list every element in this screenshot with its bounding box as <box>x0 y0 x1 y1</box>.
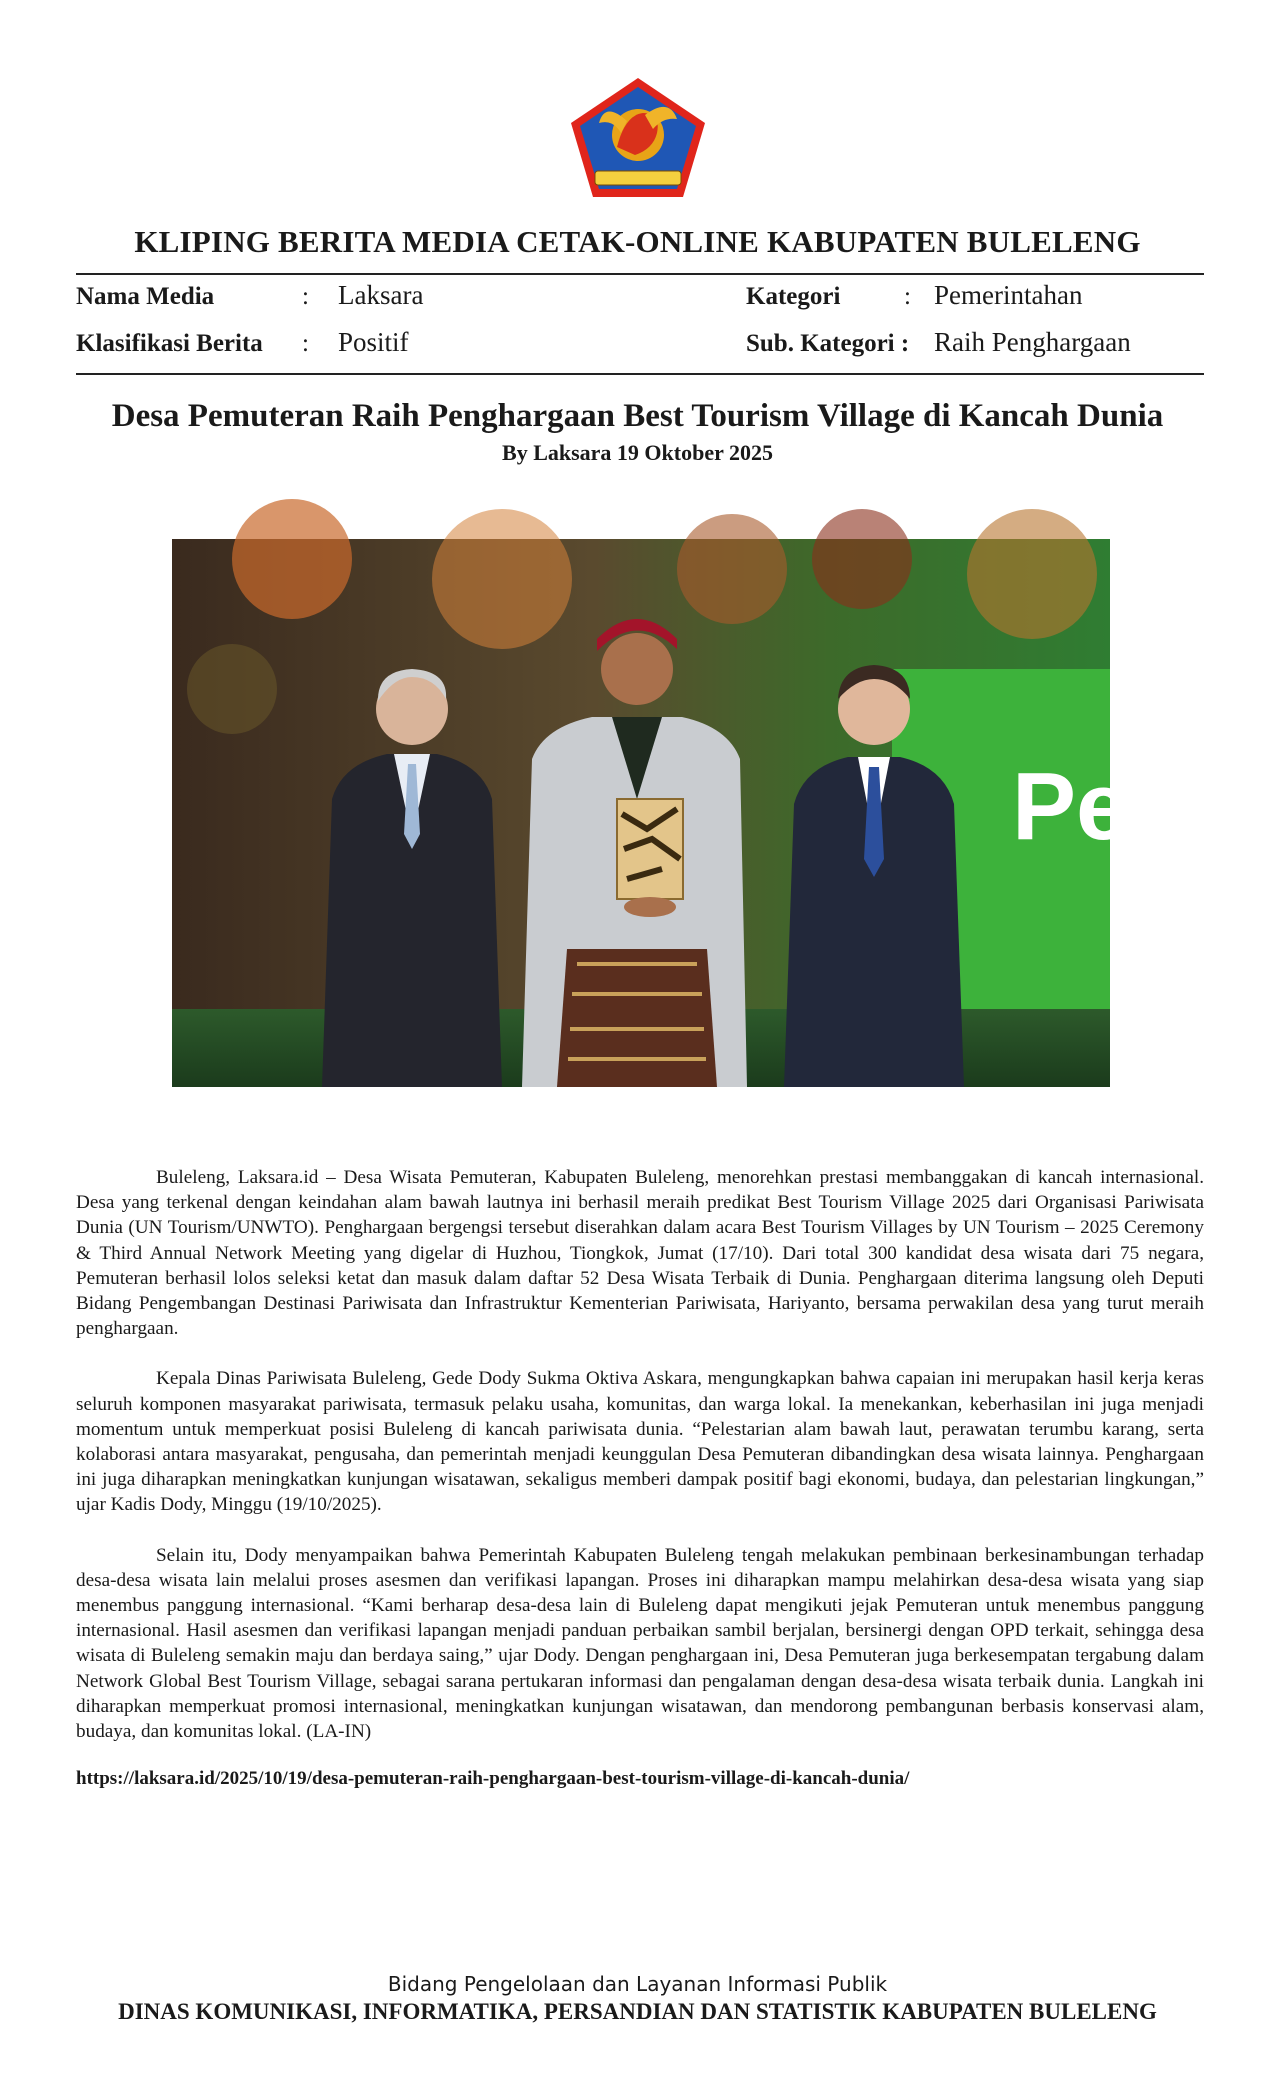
article-body <box>76 1165 1204 1769</box>
award-ceremony-photo <box>172 539 1130 1087</box>
screen-text: Pe <box>1012 753 1130 860</box>
header-title: KLIPING BERITA MEDIA CETAK-ONLINE KABUPATEN BULELENG <box>134 224 1141 259</box>
klasifikasi-colon: : <box>302 330 309 357</box>
source-url-link[interactable]: https://laksara.id/2025/10/19/desa-pemuteran-raih-penghargaan-best-tourism-village-di-kancah-dunia/ <box>76 1768 910 1789</box>
kategori-label: Kategori <box>746 283 841 310</box>
nama-media-label: Nama Media <box>76 283 215 310</box>
article-paragraph-3: Selain itu, Dody menyampaikan bahwa Pemerintah Kabupaten Buleleng tengah melakukan pembinaan berkesinambungan terhadap desa-desa wisata lain melalui proses asesmen dan verifikasi lapangan. Proses ini diharapkan mampu melahirkan desa-desa wisata yang siap menembus panggung internasional. “Kami berharap desa-desa lain di Buleleng dapat mengikuti jejak Pemuteran untuk menembus panggung internasional. Hasil asesmen dan verifikasi lapangan menjadi panduan perbaikan sambil berjalan, bersinergi dengan OPD terkait, sehingga desa wisata di Buleleng semakin maju dan berdaya saing,” ujar Dody. Dengan penghargaan ini, Desa Pemuteran juga berkesempatan tergabung dalam Network Global Best Tourism Village, sebagai sarana pertukaran informasi dan pengalaman dengan desa-desa wisata terbaik dunia. Langkah ini diharapkan memperkuat promosi internasional, meningkatkan kunjungan wisatawan, dan mendorong pembangunan berbasis konservasi alam, budaya, dan komunitas lokal. (LA-IN) <box>76 1544 1204 1743</box>
article-title: Desa Pemuteran Raih Penghargaan Best Tourism Village di Kancah Dunia <box>111 398 1164 434</box>
article-paragraph-1: Buleleng, Laksara.id – Desa Wisata Pemuteran, Kabupaten Buleleng, menorehkan prestasi membanggakan di kancah internasional. Desa yang terkenal dengan keindahan alam bawah lautnya ini berhasil meraih predikat Best Tourism Village 2025 dari Organisasi Pariwisata Dunia (UN Tourism/UNWTO). Penghargaan bergengsi tersebut diserahkan dalam acara Best Tourism Villages by UN Tourism – 2025 Ceremony & Third Annual Network Meeting yang digelar di Huzhou, Tiongkok, Jumat (17/10). Dari total 300 kandidat desa wisata dari 75 negara, Pemuteran berhasil lolos seleksi ketat dan masuk dalam daftar 52 Desa Wisata Terbaik di Dunia. Penghargaan diterima langsung oleh Deputi Bidang Pengembangan Destinasi Pariwisata dan Infrastruktur Kementerian Pariwisata, Hariyanto, bersama perwakilan desa yang turut meraih penghargaan. <box>76 1167 1204 1340</box>
meta-divider <box>76 373 1204 375</box>
footer-department: Bidang Pengelolaan dan Layanan Informasi Publik <box>387 1972 888 1996</box>
nama-media-value: Laksara <box>338 280 424 310</box>
article-paragraph-2: Kepala Dinas Pariwisata Buleleng, Gede Dody Sukma Oktiva Askara, mengungkapkan bahwa capaian ini merupakan hasil kerja keras seluruh komponen masyarakat pariwisata, termasuk pelaku usaha, komunitas, dan warga lokal. Ia menekankan, keberhasilan ini juga menjadi momentum untuk memperkuat posisi Buleleng di kancah pariwisata dunia. “Pelestarian alam bawah laut, perawatan terumbu karang, serta kolaborasi antara masyarakat, pengusaha, dan pemerintah menjadi keunggulan Desa Pemuteran dibandingkan desa wisata lainnya. Penghargaan ini juga diharapkan meningkatkan kunjungan wisatawan, sekaligus memberi dampak positif bagi ekonomi, budaya, dan pelestarian lingkungan,” ujar Kadis Dody, Minggu (19/10/2025). <box>76 1368 1204 1516</box>
regency-emblem-logo <box>565 75 711 200</box>
header-divider <box>76 273 1204 275</box>
klasifikasi-value: Positif <box>338 327 409 357</box>
emblem-icon <box>565 75 711 200</box>
klasifikasi-label: Klasifikasi Berita <box>76 330 263 357</box>
sub-kategori-label: Sub. Kategori : <box>746 330 910 357</box>
footer-agency: DINAS KOMUNIKASI, INFORMATIKA, PERSANDIAN DAN STATISTIK KABUPATEN BULELENG <box>118 1999 1157 2024</box>
kategori-colon: : <box>904 283 911 310</box>
kategori-value: Pemerintahan <box>934 280 1083 310</box>
sub-kategori-value: Raih Penghargaan <box>934 327 1131 357</box>
article-byline: By Laksara 19 Oktober 2025 <box>502 440 773 465</box>
nama-media-colon: : <box>302 283 309 310</box>
